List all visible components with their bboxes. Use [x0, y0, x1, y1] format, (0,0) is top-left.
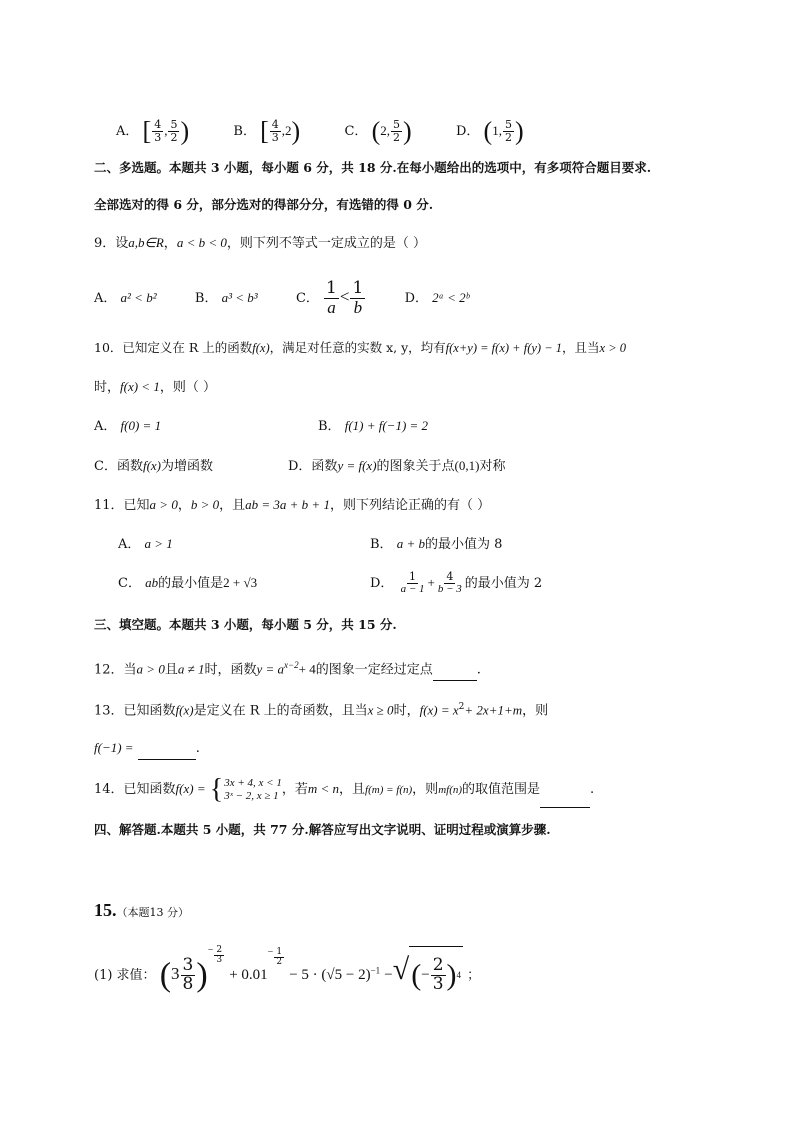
q11-stem: 11．已知a > 0，b > 0，且ab = 3a + b + 1，则下列结论正确的有（ ） [94, 497, 491, 513]
section2-heading-line2: 全部选对的得 6 分，部分选对的得部分分，有选错的得 0 分. [94, 197, 434, 212]
q13-line2: f(−1) = . [94, 738, 200, 760]
q11-option-c: C． ab的最小值是2 + √3 [118, 575, 258, 591]
q13-answer-blank[interactable] [138, 739, 196, 760]
q11-option-b: B． a + b的最小值为 8 [370, 536, 503, 552]
q9-options [94, 278, 470, 317]
q14-answer-blank[interactable] [540, 773, 590, 808]
q9-stem: 9．设a,b∈R，a < b < 0，则下列不等式一定成立的是（ ） [94, 235, 426, 251]
q11-option-d: D． $\frac{1}{a - 1}$ + $\frac{4}{b - 3}$ 的最小值为 2 [370, 570, 543, 595]
q15-radicand: (− $\frac{2}{3}$ )$^4$ [409, 946, 463, 1002]
section2-heading-line1: 二、多选题。本题共 3 小题，每小题 6 分，共 18 分.在每小题给出的选项中，有多项符合题目要求. [94, 160, 652, 175]
q12-answer-blank[interactable] [433, 660, 477, 681]
q12: 12．当a > 0且a ≠ 1时，函数$y = a^{x-2}+ 4$的图象一定经过定点 . [94, 655, 481, 681]
q8-option-b: B． [ $\frac{4}{3}$ ,2) [233, 116, 301, 146]
section3-heading: 三、填空题。本题共 3 小题，每小题 5 分，共 15 分. [94, 617, 397, 632]
q10-option-b: B． f(1) + f(−1) = 2 [318, 418, 429, 434]
q11-option-a: A． a > 1 [118, 536, 173, 552]
section4-heading: 四、解答题.本题共 5 小题，共 77 分.解答应写出文字说明、证明过程或演算步骤. [94, 822, 551, 837]
q8-option-c: C． (2, $\frac{5}{2}$ ) [344, 116, 412, 146]
q10-option-c: C．函数f(x)为增函数 [94, 458, 214, 474]
q9-option-b: B． a³ < b³ [194, 290, 258, 306]
q8-options [116, 116, 524, 146]
q15-part1: (1) 求值： (3 $\frac{3}{8}$ )− $\frac{2}{3}$ + 0.01− $\frac{1}{2}$ − $5 \cdot (√5 - 2)^{-1}$ −√(− $\frac{2}{3}$ )$^4$ ； [94, 944, 480, 996]
q10-stem-line2: 时，f(x) < 1，则（ ） [94, 379, 216, 395]
q13-stem: 13．已知函数f(x)是定义在 R 上的奇函数，且当x ≥ 0时，$f(x) = x^2+ 2x+1+m$，则 [94, 702, 549, 719]
q10-option-d: D．函数y = f(x)的图象关于点(0,1)对称 [288, 458, 506, 474]
q8-option-a: A． [ $\frac{4}{3}$ , $\frac{5}{2}$ ) [116, 116, 190, 146]
q9-option-a: A． a² < b² [94, 290, 157, 306]
q14-piecewise: { 3x + 4, x < 1 3ˣ − 2, x ≥ 1 [209, 773, 282, 805]
q9-option-c: C． $\frac{1}{a}$ < $\frac{1}{b}$ [295, 278, 364, 317]
q8-option-d: D． (1, $\frac{5}{2}$ ) [455, 116, 524, 146]
q9-option-d: D． 2ᵃ < 2ᵇ [404, 290, 470, 306]
q15-header: 15.（本题13 分） [94, 900, 189, 920]
q10-option-a: A． f(0) = 1 [94, 418, 162, 434]
q14: 14．已知函数f(x) = { 3x + 4, x < 1 3ˣ − 2, x ≥ 1 ，若m < n，且f(m) = f(n)，则mf(n)的取值范围是 . [94, 772, 594, 806]
q10-stem-line1: 10．已知定义在 R 上的函数f(x)，满足对任意的实数 x, y，均有f(x+y) = f(x) + f(y) − 1，且当x > 0 [94, 340, 626, 355]
